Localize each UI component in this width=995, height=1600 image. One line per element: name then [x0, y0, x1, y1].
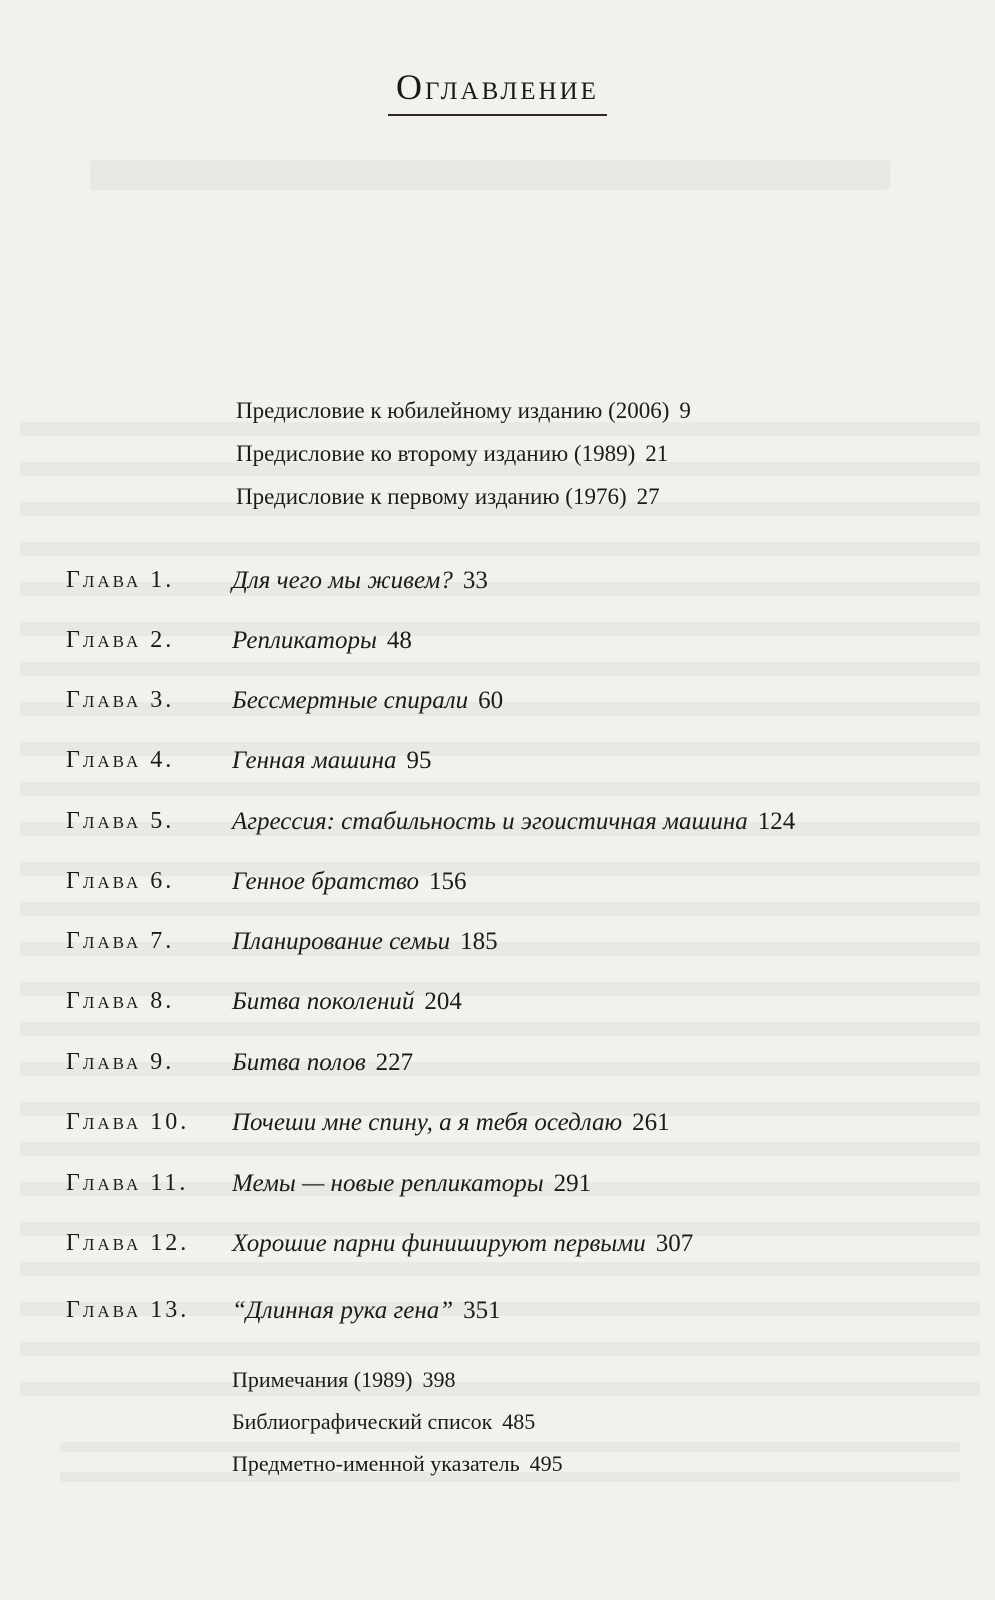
toc-item-title: Предметно-именной указатель: [232, 1451, 520, 1476]
bleed-through-line: [20, 542, 980, 556]
toc-front-item: [236, 484, 660, 510]
chapter-label: Глава 5.: [66, 808, 175, 834]
page-title: [0, 66, 995, 116]
toc-item-title: Библиографический список: [232, 1409, 493, 1434]
chapter-title: “Длинная рука гена”: [232, 1297, 454, 1324]
chapter-page: 48: [386, 627, 412, 654]
toc-item-page: 27: [636, 484, 660, 509]
bleed-through-line: [20, 1022, 980, 1036]
toc-item-page: 9: [679, 398, 691, 423]
chapter-title: Битва полов: [232, 1049, 366, 1076]
bleed-through-line: [20, 1342, 980, 1356]
bleed-through-line: [90, 160, 890, 190]
chapter-label: Глава 1.: [66, 567, 175, 593]
chapter-label: Глава 2.: [66, 627, 175, 653]
bleed-through-line: [20, 1142, 980, 1156]
chapter-page: 291: [553, 1170, 592, 1197]
toc-item-page: 21: [645, 441, 669, 466]
toc-item-page: 398: [422, 1367, 456, 1392]
toc-back-item: [232, 1409, 535, 1435]
chapter-label: Глава 9.: [66, 1049, 175, 1075]
chapter-page: 351: [463, 1297, 501, 1324]
chapter-label: Глава 3.: [66, 687, 175, 713]
bleed-through-line: [20, 422, 980, 436]
page-title-text: Оглавление: [388, 66, 607, 116]
chapter-title: Агрессия: стабильность и эгоистичная машина: [232, 808, 748, 835]
chapter-page: 124: [757, 808, 796, 835]
bleed-through-line: [20, 782, 980, 796]
chapter-page: 307: [655, 1230, 694, 1257]
chapter-page: 60: [478, 687, 504, 714]
chapter-page: 227: [375, 1049, 414, 1076]
chapter-page: 156: [429, 868, 467, 895]
chapter-label: Глава 13.: [66, 1297, 190, 1323]
chapter-title: Генная машина: [232, 747, 397, 774]
chapter-title: Генное братство: [232, 868, 420, 895]
bleed-through-line: [20, 1262, 980, 1276]
chapter-title: Для чего мы живем?: [232, 567, 453, 594]
toc-front-item: [236, 398, 691, 424]
chapter-page: 261: [632, 1109, 670, 1136]
toc-item-title: Предисловие к первому изданию (1976): [236, 484, 627, 509]
chapter-label: Глава 11.: [66, 1170, 189, 1196]
chapter-label: Глава 4.: [66, 747, 175, 773]
bleed-through-line: [20, 902, 980, 916]
chapter-title: Мемы — новые репликаторы: [232, 1170, 544, 1197]
chapter-title: Хорошие парни финишируют первыми: [232, 1230, 646, 1257]
chapter-page: 33: [462, 567, 488, 594]
toc-item-title: Предисловие ко второму изданию (1989): [236, 441, 636, 466]
toc-item-page: 485: [502, 1409, 536, 1434]
chapter-title: Планирование семьи: [232, 928, 451, 955]
toc-back-item: [232, 1367, 455, 1393]
chapter-page: 95: [406, 747, 432, 774]
chapter-page: 204: [424, 988, 462, 1015]
chapter-title: Почеши мне спину, а я тебя оседлаю: [232, 1109, 623, 1136]
toc-item-title: Предисловие к юбилейному изданию (2006): [236, 398, 670, 423]
bleed-through-line: [20, 662, 980, 676]
toc-item-page: 495: [529, 1451, 563, 1476]
chapter-title: Битва поколений: [232, 988, 415, 1015]
chapter-label: Глава 7.: [66, 928, 175, 954]
bleed-through-line: [20, 1382, 980, 1396]
chapter-label: Глава 6.: [66, 868, 175, 894]
chapter-label: Глава 12.: [66, 1230, 190, 1256]
toc-back-item: [232, 1451, 563, 1477]
chapter-title: Репликаторы: [232, 627, 377, 654]
chapter-label: Глава 8.: [66, 988, 175, 1014]
chapter-title: Бессмертные спирали: [232, 687, 469, 714]
chapter-page: 185: [460, 928, 498, 955]
toc-item-title: Примечания (1989): [232, 1367, 413, 1392]
toc-front-item: [236, 441, 668, 467]
chapter-label: Глава 10.: [66, 1109, 190, 1135]
